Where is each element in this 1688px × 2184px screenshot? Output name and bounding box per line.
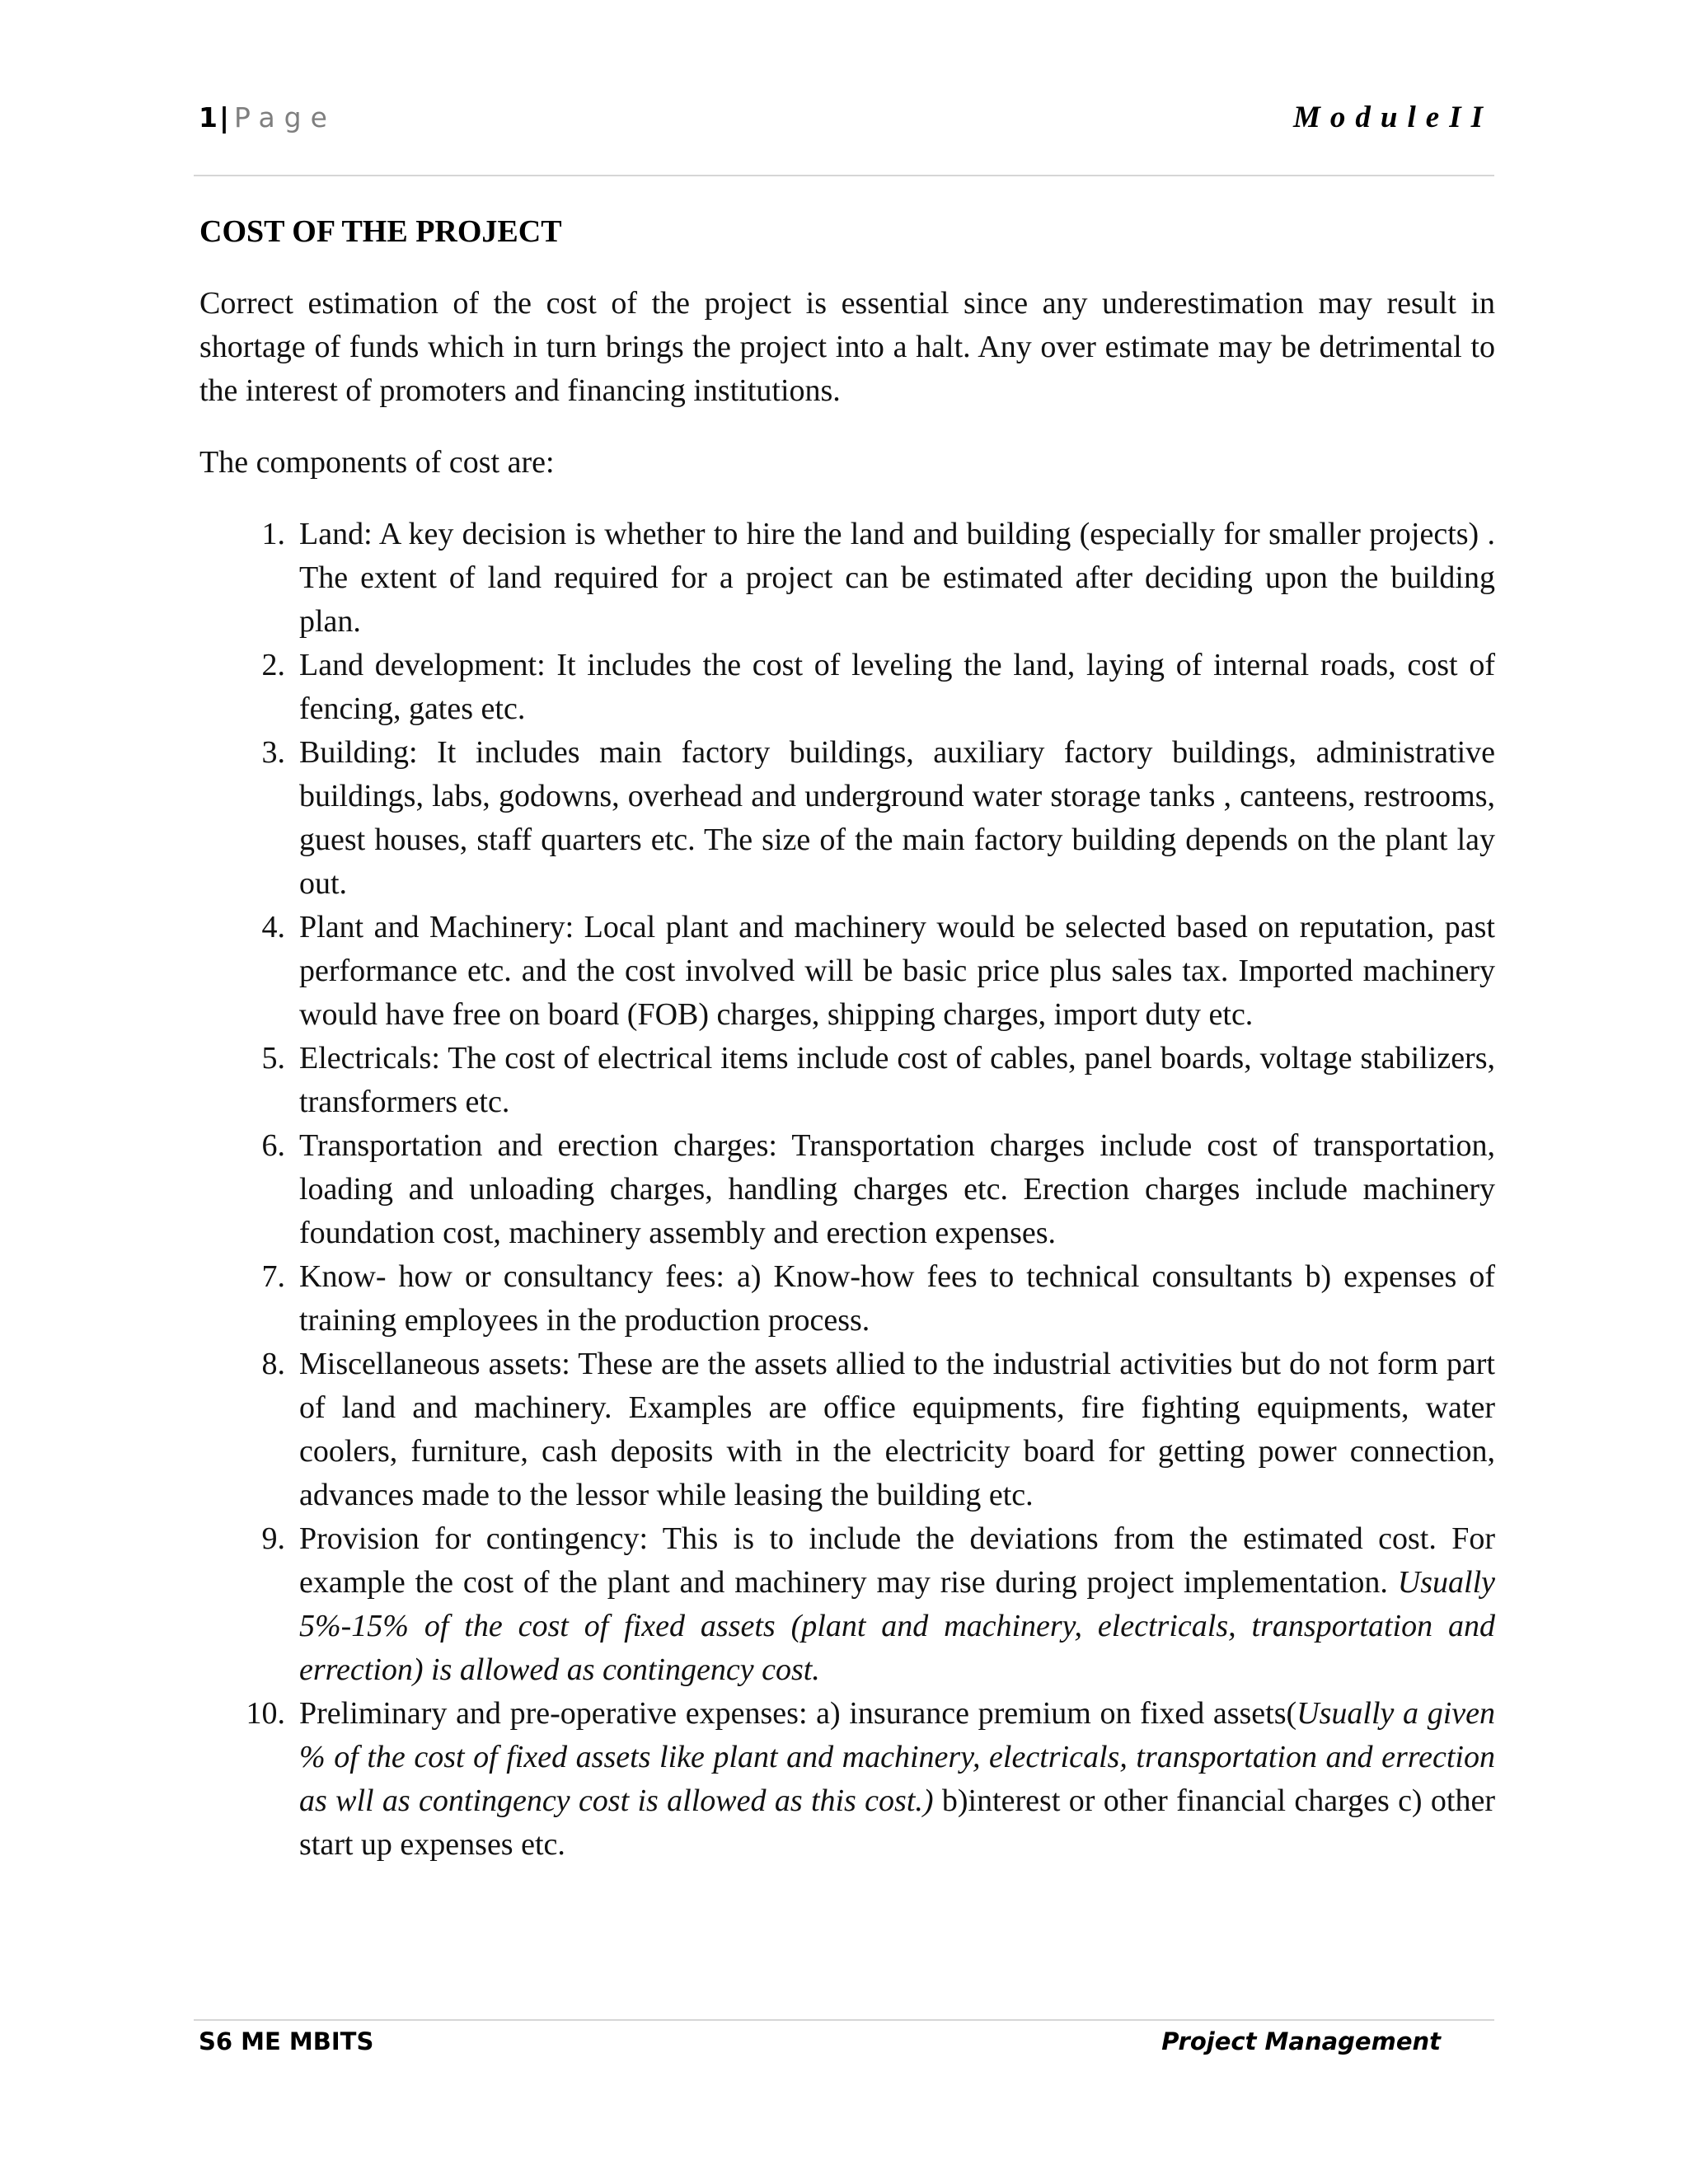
footer-course: S6 ME MBITS xyxy=(199,2027,374,2055)
list-item-number: 2. xyxy=(261,648,285,682)
list-item-text: Plant and Machinery: Local plant and machinery would be selected based on reputation, past performance etc. and the cost involved will be basic price plus sales tax. Imported machinery would have free on board (FOB) charges, shipping charges, import duty etc. xyxy=(299,910,1495,1032)
module-title: ModuleII xyxy=(1293,101,1493,134)
list-item-number: 7. xyxy=(261,1259,285,1294)
section-heading: COST OF THE PROJECT xyxy=(199,214,562,249)
list-item-text: Land development: It includes the cost of leveling the land, laying of internal roads, cost of fencing, gates etc. xyxy=(299,648,1495,726)
list-item-number: 1. xyxy=(261,517,285,551)
list-item xyxy=(199,906,1495,1037)
list-item xyxy=(199,1517,1495,1692)
list-item xyxy=(199,731,1495,906)
list-item xyxy=(199,1692,1495,1867)
document-body xyxy=(199,210,1495,1867)
list-item-number: 6. xyxy=(261,1128,285,1163)
page-number-block xyxy=(199,97,336,138)
list-item-number: 3. xyxy=(261,735,285,770)
list-item-number: 4. xyxy=(261,910,285,944)
list-item-text: Land: A key decision is whether to hire the land and building (especially for smaller projects) . The extent of land required for a project can be estimated after deciding upon the building plan. xyxy=(299,517,1495,639)
header-divider xyxy=(194,175,1494,176)
list-item-text: Preliminary and pre-operative expenses: a) insurance premium on fixed assets( xyxy=(299,1696,1297,1731)
list-item-italic-note: Usually 5%-15% of the cost of fixed assets (plant and machinery, electricals, transportation and errection) is allowed as contingency cost. xyxy=(299,1565,1495,1687)
page-number: 1 xyxy=(199,101,218,134)
list-item xyxy=(199,1255,1495,1343)
list-item-number: 10. xyxy=(246,1696,285,1731)
page-header xyxy=(199,97,1493,138)
list-item-number: 8. xyxy=(261,1347,285,1381)
list-item xyxy=(199,1343,1495,1517)
list-item-text: Electricals: The cost of electrical items include cost of cables, panel boards, voltage stabilizers, transformers etc. xyxy=(299,1041,1495,1119)
list-item xyxy=(199,513,1495,644)
page-footer xyxy=(199,2021,1441,2062)
footer-subject: Project Management xyxy=(1161,2027,1441,2055)
list-item-text: Miscellaneous assets: These are the assets allied to the industrial activities but do not form part of land and machinery. Examples are office equipments, fire fighting equipments, water coolers, furniture, cash deposits with in the electricity board for getting power connection, advances made to the lessor while leasing the building etc. xyxy=(299,1347,1495,1512)
intro-paragraph: Correct estimation of the cost of the project is essential since any underestimation may result in shortage of funds which in turn brings the project into a halt. Any over estimate may be detrimental to the interest of promoters and financing institutions. xyxy=(199,286,1495,408)
list-item-number: 9. xyxy=(261,1521,285,1556)
list-item-italic-note: Usually a given % of the cost of fixed assets like plant and machinery, electricals, transportation and errection as wll as contingency cost is allowed as this cost.) xyxy=(299,1696,1495,1818)
list-item-text: Provision for contingency: This is to include the deviations from the estimated cost. For example the cost of the plant and machinery may rise during project implementation. xyxy=(299,1521,1495,1600)
list-item-text: Know- how or consultancy fees: a) Know-how fees to technical consultants b) expenses of training employees in the production process. xyxy=(299,1259,1495,1338)
cost-components-list xyxy=(199,513,1495,1867)
list-item xyxy=(199,1037,1495,1124)
list-item-text: Building: It includes main factory buildings, auxiliary factory buildings, administrative buildings, labs, godowns, overhead and underground water storage tanks , canteens, restrooms, guest houses, staff quarters etc. The size of the main factory building depends on the plant lay out. xyxy=(299,735,1495,901)
list-item xyxy=(199,1124,1495,1255)
list-item-text-end: b)interest or other financial charges c) other start up expenses etc. xyxy=(299,1783,1495,1862)
list-item xyxy=(199,644,1495,731)
list-item-text: Transportation and erection charges: Transportation charges include cost of transportation, loading and unloading charges, handling charges etc. Erection charges include machinery foundation cost, machinery assembly and erection expenses. xyxy=(299,1128,1495,1250)
components-intro: The components of cost are: xyxy=(199,445,555,480)
page-separator: | xyxy=(218,101,230,134)
page-word: Page xyxy=(234,101,336,134)
list-item-number: 5. xyxy=(261,1041,285,1076)
